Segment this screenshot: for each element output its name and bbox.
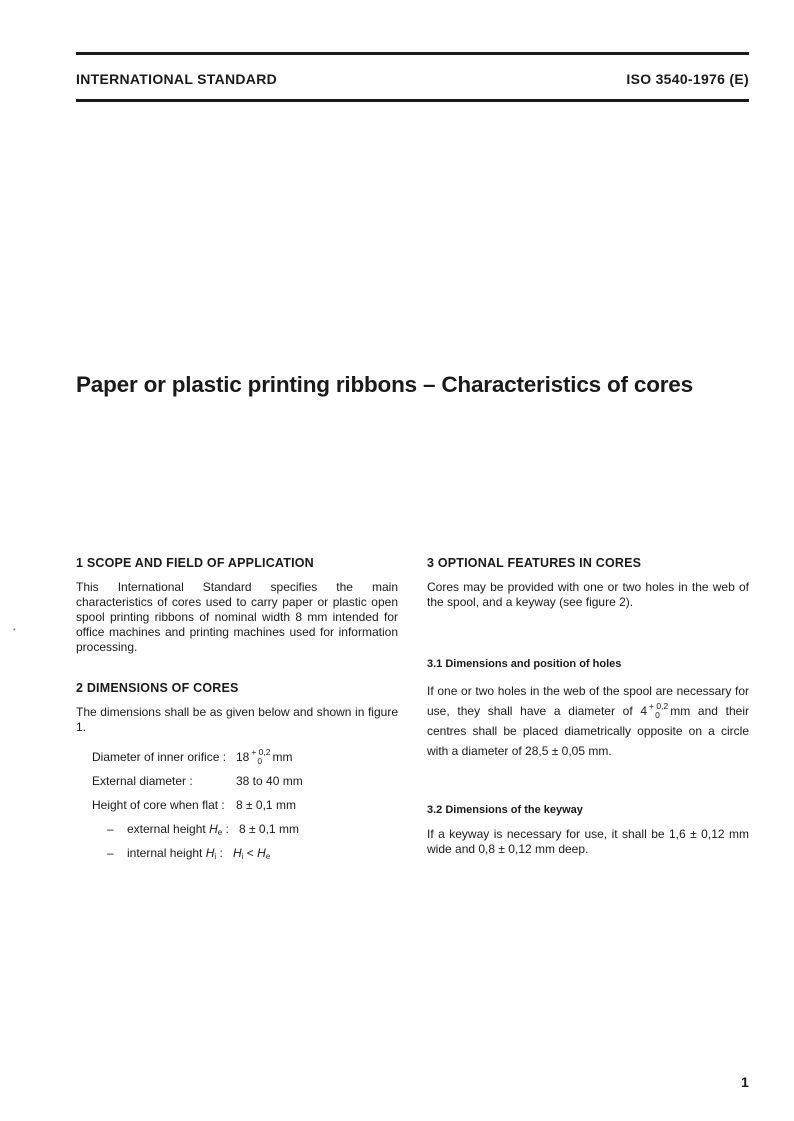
left-column	[76, 556, 398, 869]
dimension-label: Diameter of inner orifice :	[92, 750, 227, 764]
section-3-2-body: If a keyway is necessary for use, it shall be 1,6 ± 0,12 mm wide and 0,8 ± 0,12 mm deep.	[427, 827, 749, 856]
header-top-rule	[76, 52, 749, 55]
dimension-internal-height: – internal height Hi : Hi < He	[76, 845, 398, 869]
tolerance: + 0,2 0	[649, 700, 669, 720]
section-3-heading: 3 OPTIONAL FEATURES IN CORES	[427, 556, 642, 570]
header-document-number: ISO 3540-1976 (E)	[626, 71, 749, 87]
dimension-external-height: – external height He : 8 ± 0,1 mm	[76, 821, 398, 845]
section-scope	[76, 556, 398, 655]
dimension-height-flat	[76, 797, 398, 821]
section-dimensions	[76, 681, 398, 869]
section-1-body: This International Standard specifies the main characteristics of cores used to carry paper or plastic open spool printing ribbons of nominal width 8 mm intended for office machines and printing machines used for information processing.	[76, 580, 398, 654]
dimension-value: 38 to 40 mm	[236, 774, 303, 788]
dimension-external-diameter	[76, 773, 398, 797]
section-2-body: The dimensions shall be as given below and shown in figure 1.	[76, 705, 398, 734]
section-3-1-heading: 3.1 Dimensions and position of holes	[427, 658, 622, 670]
header-standard-label: INTERNATIONAL STANDARD	[76, 71, 278, 87]
dimension-label: External diameter :	[92, 774, 193, 788]
margin-mark: *	[13, 628, 16, 635]
section-2-heading: 2 DIMENSIONS OF CORES	[76, 681, 239, 695]
section-optional-features	[427, 556, 749, 610]
section-3-body: Cores may be provided with one or two holes in the web of the spool, and a keyway (see figure 2).	[427, 580, 749, 609]
right-column	[427, 556, 749, 857]
section-keyway	[427, 803, 749, 857]
dimension-value: 8 ± 0,1 mm	[236, 798, 296, 812]
dimension-label: external height He :	[127, 822, 229, 837]
dimension-label: Height of core when flat :	[92, 798, 225, 812]
document-title: Paper or plastic printing ribbons – Characteristics of cores	[76, 372, 693, 397]
section-1-heading: 1 SCOPE AND FIELD OF APPLICATION	[76, 556, 314, 570]
dimension-inner-orifice	[76, 749, 398, 773]
dimension-label: internal height Hi :	[127, 846, 223, 861]
dimension-value: Hi < He	[233, 846, 271, 861]
header-bottom-rule	[76, 99, 749, 102]
dimensions-list	[76, 749, 398, 869]
tolerance: + 0,2 0	[251, 747, 271, 766]
page-number: 1	[741, 1074, 749, 1090]
section-holes	[427, 657, 749, 761]
section-3-2-heading: 3.2 Dimensions of the keyway	[427, 804, 583, 816]
dimension-value: 18 + 0,2 0 mm	[236, 747, 293, 766]
section-3-1-body: If one or two holes in the web of the spool are necessary for use, they shall have a diameter of 4 + 0,2 0 mm and their centres shall be placed diametrically opposite on a circle with a diameter of 28,5 ± 0,05 mm.	[427, 684, 749, 758]
dimension-value: 8 ± 0,1 mm	[239, 822, 299, 836]
